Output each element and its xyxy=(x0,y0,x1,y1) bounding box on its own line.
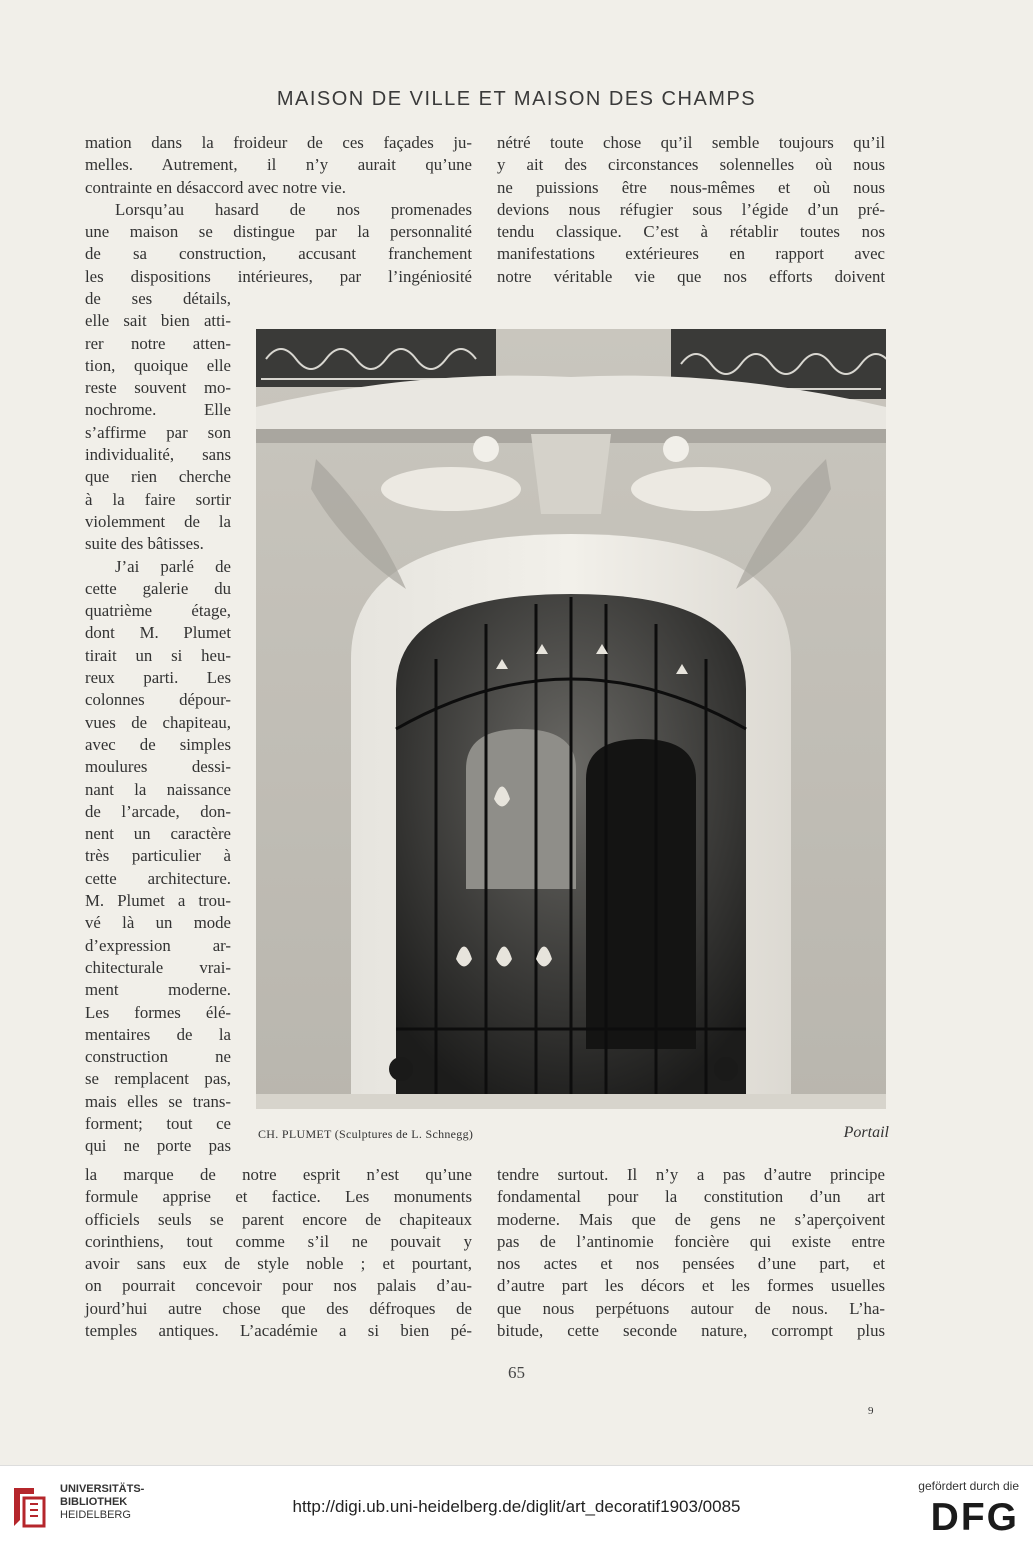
text-line: elle sait bien atti- xyxy=(85,311,231,331)
text-line: nos actes et nos pensées d’une part, et xyxy=(497,1254,885,1274)
text-line: manifestations extérieures en rapport avec xyxy=(497,244,885,264)
text-line: qui ne porte pas xyxy=(85,1136,231,1156)
text-line: tirait un si heu- xyxy=(85,645,231,665)
text-line: officiels seuls se parent encore de chapiteaux xyxy=(85,1209,472,1229)
text-line: contrainte en désaccord avec notre vie. xyxy=(85,177,346,197)
text-line: d’autre part les décors et les formes usuelles xyxy=(497,1276,885,1296)
portal-photograph xyxy=(256,329,886,1109)
text-line: tendu classique. C’est à rétablir toutes nos xyxy=(497,222,885,242)
text-line: reste souvent mo- xyxy=(85,378,231,398)
text-line: construction ne xyxy=(85,1047,231,1067)
text-line: temples antiques. L’académie a si bien pé- xyxy=(85,1321,472,1341)
text-line: forment; tout ce xyxy=(85,1113,231,1133)
text-line: devions nous réfugier sous l’égide d’un pré- xyxy=(497,199,885,219)
text-line: individualité, sans xyxy=(85,445,231,465)
text-line: les dispositions intérieures, par l’ingéniosité xyxy=(85,266,472,286)
dfg-logo[interactable]: DFG xyxy=(930,1496,1019,1539)
text-line: nochrome. Elle xyxy=(85,400,231,420)
text-line: de sa construction, accusant franchement xyxy=(85,244,472,264)
text-line: bitude, cette seconde nature, corrompt plus xyxy=(497,1321,885,1341)
right-column-bottom xyxy=(497,1164,885,1342)
text-line: mais elles se trans- xyxy=(85,1091,231,1111)
text-line: reux parti. Les xyxy=(85,668,231,688)
text-line: on pourrait concevoir pour nos palais d’au- xyxy=(85,1276,472,1296)
text-line: s’affirme par son xyxy=(85,422,231,442)
text-line: tion, quoique elle xyxy=(85,355,231,375)
text-line: cette architecture. xyxy=(85,868,231,888)
text-line: J’ai parlé de xyxy=(115,556,231,576)
text-line: M. Plumet a trou- xyxy=(85,891,231,911)
permalink-url[interactable]: http://digi.ub.uni-heidelberg.de/diglit/art_decoratif1903/0085 xyxy=(292,1497,741,1516)
text-line: une maison se distingue par la personnalité xyxy=(85,222,472,242)
portal-illustration xyxy=(256,329,886,1109)
text-line: tendre surtout. Il n’y a pas d’autre principe xyxy=(497,1165,885,1184)
library-name-line: HEIDELBERG xyxy=(60,1509,131,1521)
text-line: fondamental pour la constitution d’un art xyxy=(497,1187,885,1207)
text-line: formule apprise et factice. Les monuments xyxy=(85,1187,472,1207)
text-line: quatrième étage, xyxy=(85,601,231,621)
funding-note: gefördert durch die xyxy=(918,1479,1019,1493)
figure-caption: Portail xyxy=(843,1124,889,1141)
text-line: la marque de notre esprit n’est qu’une xyxy=(85,1165,472,1184)
text-line: avec de simples xyxy=(85,734,231,754)
text-line: à la faire sortir xyxy=(85,489,231,509)
text-line: corinthiens, tout comme s’il ne pouvait y xyxy=(85,1231,472,1251)
text-line: que nous perpétuons autour de nous. L’ha- xyxy=(497,1298,885,1318)
text-line: mentaires de la xyxy=(85,1024,231,1044)
text-line: y ait des circonstances solennelles où nous xyxy=(497,155,885,175)
text-line: se remplacent pas, xyxy=(85,1069,231,1089)
text-line: ment moderne. xyxy=(85,980,231,1000)
running-title: MAISON DE VILLE ET MAISON DES CHAMPS xyxy=(276,88,757,110)
text-line: ne puissions être nous-mêmes et où nous xyxy=(497,177,885,197)
signature-mark: 9 xyxy=(868,1405,874,1417)
library-name-line: BIBLIOTHEK xyxy=(60,1496,128,1508)
page-number: 65 xyxy=(508,1363,525,1382)
left-column-top xyxy=(85,132,472,288)
text-line: nent un caractère xyxy=(85,824,231,844)
text-line: vé là un mode xyxy=(85,913,231,933)
text-line: melles. Autrement, il n’y aurait qu’une xyxy=(85,155,472,175)
text-line: moderne. Mais que de gens ne s’aperçoivent xyxy=(497,1209,885,1229)
text-line: cette galerie du xyxy=(85,578,231,598)
text-line: d’expression ar- xyxy=(85,935,231,955)
text-line: vues de chapiteau, xyxy=(85,712,231,732)
text-line: très particulier à xyxy=(85,846,231,866)
text-line: Les formes élé- xyxy=(85,1002,231,1022)
text-line: moulures dessi- xyxy=(85,757,231,777)
text-line: colonnes dépour- xyxy=(85,690,231,710)
text-line: rer notre atten- xyxy=(85,333,231,353)
narrow-column xyxy=(85,288,231,1158)
left-column-bottom xyxy=(85,1164,472,1342)
text-line: pas de l’antinomie foncière qui existe entre xyxy=(497,1231,885,1251)
text-line: avoir sans eux de style noble ; et pourtant, xyxy=(85,1254,472,1274)
text-line: de l’arcade, don- xyxy=(85,801,231,821)
text-line: de ses détails, xyxy=(85,289,231,308)
right-column-top xyxy=(497,132,885,288)
text-line: nant la naissance xyxy=(85,779,231,799)
text-line: nétré toute chose qu’il semble toujours qu’il xyxy=(497,133,885,152)
text-line: chitecturale vrai- xyxy=(85,957,231,977)
text-line: mation dans la froideur de ces façades ju- xyxy=(85,133,472,152)
digitization-footer xyxy=(0,1465,1033,1548)
text-line: que rien cherche xyxy=(85,467,231,487)
text-line: Lorsqu’au hasard de nos promenades xyxy=(115,199,472,219)
text-line: suite des bâtisses. xyxy=(85,534,204,554)
text-line: notre véritable vie que nos efforts doivent xyxy=(497,266,885,286)
text-line: violemment de la xyxy=(85,511,231,531)
text-line: jourd’hui autre chose que des défroques de xyxy=(85,1298,472,1318)
figure-credit: CH. PLUMET (Sculptures de L. Schnegg) xyxy=(258,1127,474,1141)
text-line: dont M. Plumet xyxy=(85,623,231,643)
library-name-line: UNIVERSITÄTS- xyxy=(60,1483,145,1495)
